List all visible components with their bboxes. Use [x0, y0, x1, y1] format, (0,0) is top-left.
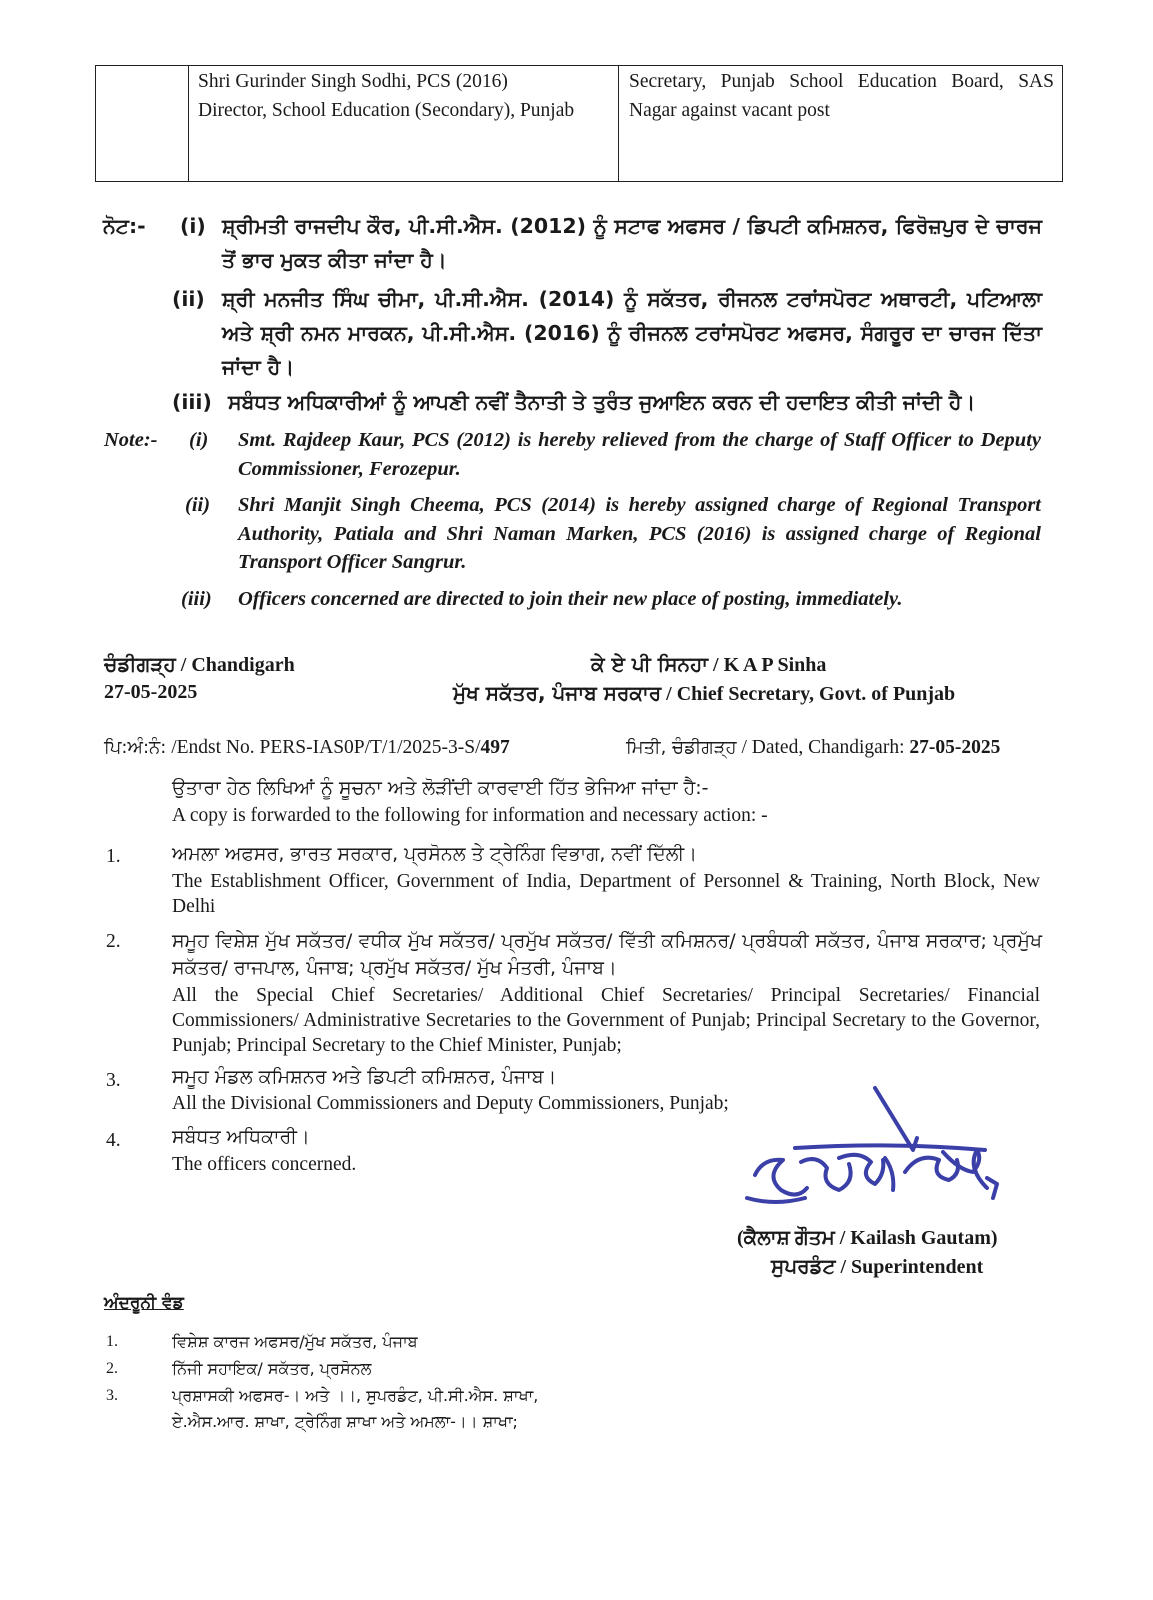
signer-name: (ਕੈਲਾਸ਼ ਗੌਤਮ / Kailash Gautam) — [737, 1227, 998, 1249]
note-pa-num-2: (ii) — [172, 287, 205, 311]
recipient-en-1: The Establishment Officer, Government of India, Department of Personnel & Training, North Block, New Delhi — [172, 871, 1040, 917]
signatory-title — [453, 681, 955, 706]
internal-num-1: 1. — [106, 1333, 118, 1350]
signer-title: ਸੁਪਰਡੰਟ / Superintendent — [771, 1256, 984, 1278]
note-pa-text-2: ਸ਼੍ਰੀ ਮਨਜੀਤ ਸਿੰਘ ਚੀਮਾ, ਪੀ.ਸੀ.ਐਸ. (2014) ਨੂੰ ਸਕੱਤਰ, ਰੀਜਨਲ ਟਰਾਂਸਪੋਰਟ ਅਥਾਰਟੀ, ਪਟਿਆਲਾ ਅਤੇ ਸ਼੍ਰੀ ਨਮਨ ਮਾਰਕਨ, ਪੀ.ਸੀ.ਐਸ. (2016) ਨੂੰ ਰੀਜਨਲ ਟਰਾਂਸਪੋਰਟ ਅਫਸਰ, ਸੰਗਰੂਰ ਦਾ ਚਾਰਜ ਦਿੱਤਾ ਜਾਂਦਾ ਹੈ। — [222, 287, 1042, 379]
endst-label-en: /Endst No. PERS-IAS0P/T/1/2025-3-S/ — [171, 737, 481, 758]
posting-table-row — [95, 65, 1063, 182]
note-en-text-1: Smt. Rajdeep Kaur, PCS (2012) is hereby relieved from the charge of Staff Officer to Deputy Commissioner, Ferozepur. — [238, 429, 1041, 480]
recipient-pa-4: ਸਬੰਧਤ ਅਧਿਕਾਰੀ। — [172, 1126, 310, 1148]
new-post-text: Secretary, Punjab School Education Board, SAS Nagar against vacant post — [629, 71, 1054, 121]
endst-date: 27-05-2025 — [909, 737, 1001, 758]
order-date: 27-05-2025 — [104, 681, 198, 703]
internal-num-3: 3. — [106, 1387, 118, 1404]
endst-number: 497 — [480, 737, 510, 758]
endst-dated-en: / Dated, Chandigarh: — [741, 737, 905, 758]
forward-pa: ਉਤਾਰਾ ਹੇਠ ਲਿਖਿਆਂ ਨੂੰ ਸੂਚਨਾ ਅਤੇ ਲੋੜੀਂਦੀ ਕਾਰਵਾਈ ਹਿੱਤ ਭੇਜਿਆ ਜਾਂਦਾ ਹੈ:- — [172, 777, 709, 799]
note-en-text-3: Officers concerned are directed to join their new place of posting, immediately. — [238, 588, 903, 610]
note-pa-num-1: (i) — [180, 214, 206, 238]
endst-label-pa: ਪਿ:ਅੰ:ਨੰ: — [104, 737, 167, 758]
note-pa-text-3: ਸਬੰਧਤ ਅਧਿਕਾਰੀਆਂ ਨੂੰ ਆਪਣੀ ਨਵੀਂ ਤੈਨਾਤੀ ਤੇ ਤੁਰੰਤ ਜੁਆਇਨ ਕਰਨ ਦੀ ਹਦਾਇਤ ਕੀਤੀ ਜਾਂਦੀ ਹੈ। — [228, 390, 976, 414]
internal-item-3-line-1: ਪ੍ਰਸ਼ਾਸਕੀ ਅਫਸਰ-। ਅਤੇ ।।, ਸੁਪਰਡੰਟ, ਪੀ.ਸੀ.ਐਸ. ਸ਼ਾਖਾ, — [172, 1386, 539, 1405]
handwritten-signature — [735, 1080, 1025, 1225]
place-pa: ਚੰਡੀਗੜ੍ਹ — [104, 652, 176, 676]
internal-item-3-line-2: ਏ.ਐਸ.ਆਰ. ਸ਼ਾਖਾ, ਟ੍ਰੇਨਿੰਗ ਸ਼ਾਖਾ ਅਤੇ ਅਮਲਾ-।। ਸ਼ਾਖਾ; — [172, 1412, 518, 1431]
internal-item-1: ਵਿਸ਼ੇਸ਼ ਕਾਰਜ ਅਫਸਰ/ਮੁੱਖ ਸਕੱਤਰ, ਪੰਜਾਬ — [172, 1332, 418, 1351]
recipient-en-2: All the Special Chief Secretaries/ Additional Chief Secretaries/ Principal Secretaries/ Financial Commissioners/ Administrative Secretaries to the Government of Punjab; Principal Secretary to the Governor, Punjab; Principal Secretary to the Chief Minister, Punjab; — [172, 985, 1040, 1056]
place-en: / Chandigarh — [180, 654, 295, 676]
recipient-pa-2: ਸਮੂਹ ਵਿਸ਼ੇਸ਼ ਮੁੱਖ ਸਕੱਤਰ/ ਵਧੀਕ ਮੁੱਖ ਸਕੱਤਰ/ ਪ੍ਰਮੁੱਖ ਸਕੱਤਰ/ ਵਿੱਤੀ ਕਮਿਸ਼ਨਰ/ ਪ੍ਰਬੰਧਕੀ ਸਕੱਤਰ, ਪੰਜਾਬ ਸਰਕਾਰ; ਪ੍ਰਮੁੱਖ ਸਕੱਤਰ/ ਰਾਜਪਾਲ, ਪੰਜਾਬ; ਪ੍ਰਮੁੱਖ ਸਕੱਤਰ/ ਮੁੱਖ ਮੰਤਰੀ, ਪੰਜਾਬ। — [172, 930, 1042, 979]
endst-dated-pa: ਮਿਤੀ, ਚੰਡੀਗੜ੍ਹ — [626, 737, 737, 758]
signatory-name — [591, 652, 826, 677]
recipient-en-4: The officers concerned. — [172, 1154, 357, 1175]
note-pa-text-1: ਸ਼੍ਰੀਮਤੀ ਰਾਜਦੀਪ ਕੌਰ, ਪੀ.ਸੀ.ਐਸ. (2012) ਨੂੰ ਸਟਾਫ ਅਫਸਰ / ਡਿਪਟੀ ਕਮਿਸ਼ਨਰ, ਫਿਰੋਜ਼ਪੁਰ ਦੇ ਚਾਰਜ ਤੋਂ ਭਾਰ ਮੁਕਤ ਕੀਤਾ ਜਾਂਦਾ ਹੈ। — [222, 214, 1042, 272]
recipient-num-3: 3. — [106, 1070, 121, 1091]
recipient-en-3: All the Divisional Commissioners and Deputy Commissioners, Punjab; — [172, 1093, 729, 1114]
signatory-title-en: / Chief Secretary, Govt. of Punjab — [666, 683, 956, 705]
recipient-num-2: 2. — [106, 931, 121, 952]
endst-dated — [626, 737, 1000, 759]
forward-en: A copy is forwarded to the following for information and necessary action: - — [172, 805, 768, 826]
recipient-pa-1: ਅਮਲਾ ਅਫਸਰ, ਭਾਰਤ ਸਰਕਾਰ, ਪ੍ਰਸੋਨਲ ਤੇ ਟ੍ਰੇਨਿੰਗ ਵਿਭਾਗ, ਨਵੀਂ ਦਿੱਲੀ। — [172, 843, 698, 865]
note-pa-num-3: (iii) — [172, 390, 212, 414]
recipient-pa-3: ਸਮੂਹ ਮੰਡਲ ਕਮਿਸ਼ਨਰ ਅਤੇ ਡਿਪਟੀ ਕਮਿਸ਼ਨਰ, ਪੰਜਾਬ। — [172, 1066, 557, 1088]
note-pa-label: ਨੋਟ:- — [103, 214, 146, 238]
internal-item-2: ਨਿੱਜੀ ਸਹਾਇਕ/ ਸਕੱਤਰ, ਪ੍ਰਸੋਨਲ — [172, 1359, 372, 1378]
internal-heading: ਅੰਦਰੂਨੀ ਵੰਡ — [104, 1293, 184, 1313]
note-en-num-3: (iii) — [181, 588, 212, 610]
internal-num-2: 2. — [106, 1360, 118, 1377]
signatory-name-pa: ਕੇ ਏ ਪੀ ਸਿਨਹਾ — [591, 652, 709, 676]
table-cell-officer — [188, 66, 619, 181]
officer-name: Shri Gurinder Singh Sodhi, PCS (2016) — [198, 71, 508, 92]
table-cell-new-post — [619, 66, 1062, 181]
signatory-name-en: / K A P Sinha — [713, 654, 827, 676]
table-cell-serial — [96, 66, 189, 181]
note-en-label: Note:- — [104, 429, 158, 451]
note-en-num-1: (i) — [189, 429, 209, 451]
recipient-num-1: 1. — [106, 846, 121, 867]
endst-line — [104, 737, 510, 759]
place-line — [104, 652, 295, 677]
signatory-title-pa: ਮੁੱਖ ਸਕੱਤਰ, ਪੰਜਾਬ ਸਰਕਾਰ — [453, 681, 662, 705]
note-en-text-2: Shri Manjit Singh Cheema, PCS (2014) is hereby assigned charge of Regional Transport Authority, Patiala and Shri Naman Marken, PCS (2016) is assigned charge of Regional Transport Officer Sangrur. — [238, 494, 1041, 573]
note-en-num-2: (ii) — [185, 494, 211, 516]
recipient-num-4: 4. — [106, 1130, 121, 1151]
officer-current-post: Director, School Education (Secondary), Punjab — [198, 99, 575, 121]
